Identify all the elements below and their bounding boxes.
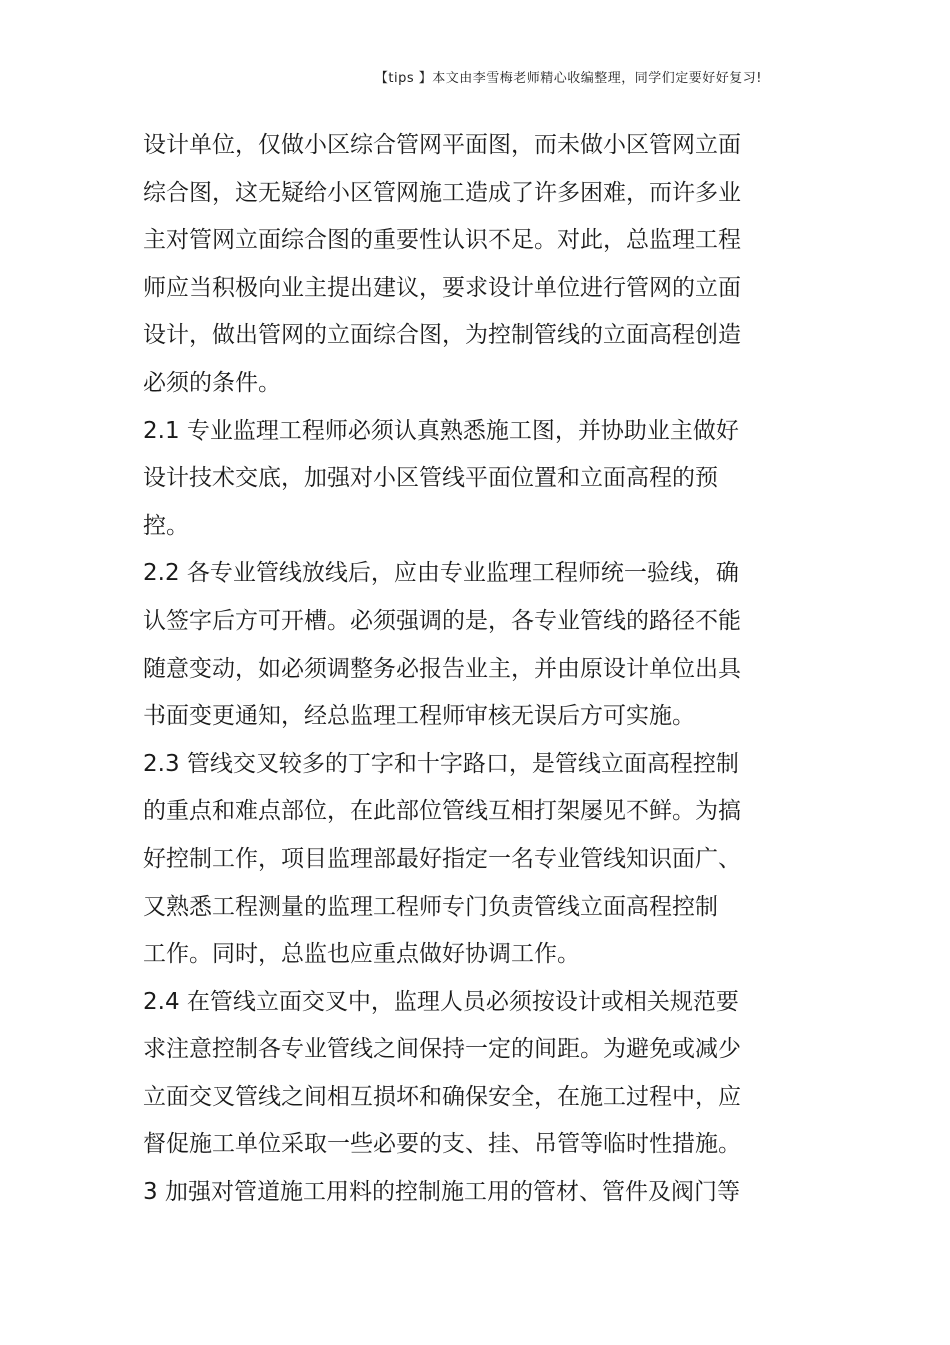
text-line: 主对管网立面综合图的重要性认识不足。对此，总监理工程 [143,227,741,254]
text-line: 设计单位，仅做小区综合管网平面图，而未做小区管网立面 [143,132,741,158]
text-line: 求注意控制各专业管线之间保持一定的间距。为避免或减少 [143,1036,741,1063]
text-line: 必须的条件。 [143,369,281,396]
text-line: 的重点和难点部位，在此部位管线互相打架屡见不鲜。为搞 [143,798,741,825]
body-text [143,122,743,1217]
text-line: 立面交叉管线之间相互损坏和确保安全，在施工过程中，应 [143,1083,741,1110]
text-line: 设计技术交底，加强对小区管线平面位置和立面高程的预 [143,465,718,492]
text-line: 督促施工单位采取一些必要的支、挂、吊管等临时性措施。 [143,1131,741,1158]
text-line: 控。 [143,512,189,539]
text-line: 随意变动，如必须调整务必报告业主，并由原设计单位出具 [143,655,741,682]
text-line: 好控制工作，项目监理部最好指定一名专业管线知识面广、 [143,845,741,872]
text-line: 又熟悉工程测量的监理工程师专门负责管线立面高程控制 [143,893,718,920]
text-line-section-2-4: 2.4 在管线立面交叉中，监理人员必须按设计或相关规范要 [143,988,739,1015]
text-line-section-2-2: 2.2 各专业管线放线后，应由专业监理工程师统一验线，确 [143,560,739,587]
text-line: 综合图，这无疑给小区管网施工造成了许多困难，而许多业 [143,179,741,206]
text-line: 师应当积极向业主提出建议，要求设计单位进行管网的立面 [143,274,741,301]
text-line-section-2-3: 2.3 管线交叉较多的丁字和十字路口，是管线立面高程控制 [143,750,739,777]
header-tips-note: 【tips 】本文由李雪梅老师精心收编整理，同学们定要好好复习! [374,71,762,86]
text-line-section-2-1: 2.1 专业监理工程师必须认真熟悉施工图，并协助业主做好 [143,417,739,444]
text-line-section-3: 3 加强对管道施工用料的控制施工用的管材、管件及阀门等 [143,1179,740,1206]
text-line: 书面变更通知，经总监理工程师审核无误后方可实施。 [143,703,695,730]
text-line: 设计，做出管网的立面综合图，为控制管线的立面高程创造 [143,322,741,349]
text-line: 工作。同时，总监也应重点做好协调工作。 [143,941,580,968]
text-line: 认签字后方可开槽。必须强调的是，各专业管线的路径不能 [143,607,741,634]
